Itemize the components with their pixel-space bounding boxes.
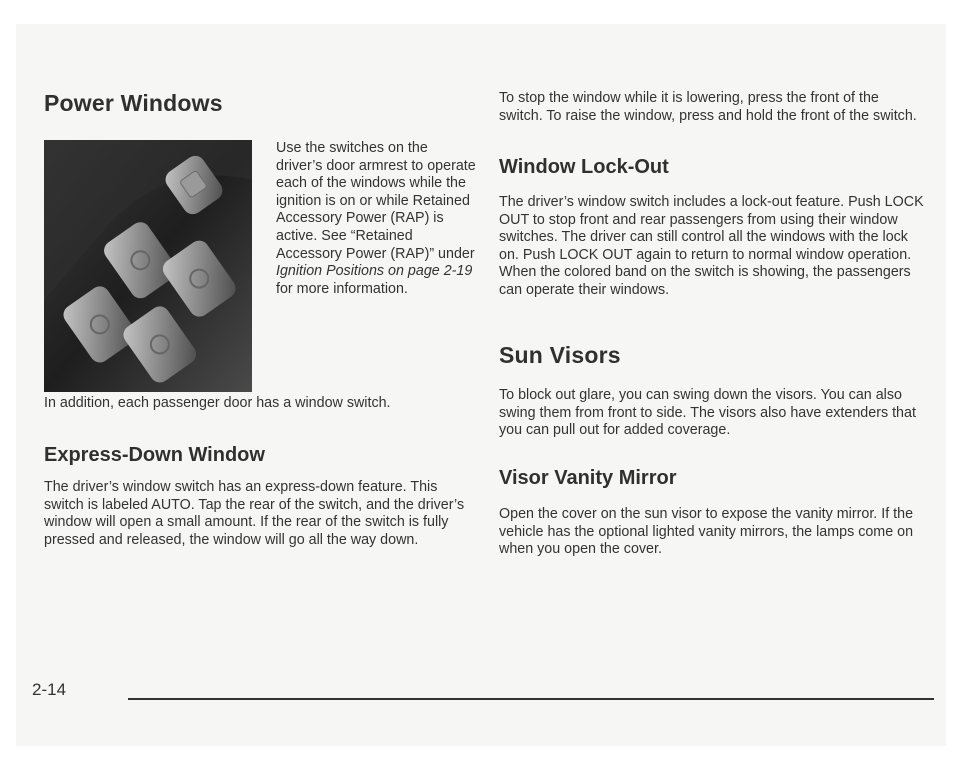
intro-text-after: for more information. [276, 280, 408, 297]
page-number: 2-14 [32, 680, 67, 699]
window-lockout-heading: Window Lock-Out [499, 156, 669, 178]
visor-vanity-body: Open the cover on the sun visor to expose the vanity mirror. If the vehicle has the optional lighted vanity mirrors, the lamps come on when you open the cover. [499, 506, 914, 558]
sun-visors-heading: Sun Visors [499, 342, 621, 368]
window-lockout-body: The driver’s window switch includes a lock-out feature. Push LOCK OUT to stop front and rear passengers from using their window switches. The driver can still control all the windows with the lock on. Push LOCK OUT again to return to normal window operation. When the colored band on the switch is showing, the passengers can operate their windows. [499, 194, 924, 298]
power-windows-heading: Power Windows [44, 90, 223, 116]
sun-visors-body: To block out glare, you can swing down the visors. You can also swing them from front to side. The visors also have extenders that you can pull out for added coverage. [499, 387, 916, 439]
stop-raise-body: To stop the window while it is lowering, press the front of the switch. To raise the window, press and hold the front of the switch. [499, 90, 917, 124]
power-windows-intro [276, 140, 476, 298]
visor-vanity-heading: Visor Vanity Mirror [499, 467, 677, 489]
express-down-body: The driver’s window switch has an express-down feature. This switch is labeled AUTO. Tap the rear of the switch, and the driver’s window will open a small amount. If the rear of the switch is fully pressed and released, the window will go all the way down. [44, 479, 465, 548]
footer-rule [128, 698, 934, 700]
ignition-positions-reference: Ignition Positions on page 2-19 [276, 263, 473, 280]
window-switch-photo [44, 140, 252, 392]
manual-page [16, 24, 946, 746]
intro-text-before: Use the switches on the driver’s door armrest to operate each of the windows while the ignition is on or while Retained Accessory Power (RAP) is active. See “Retained Accessory Power (RAP)” under [276, 140, 476, 262]
passenger-door-note: In addition, each passenger door has a window switch. [44, 395, 391, 411]
express-down-heading: Express-Down Window [44, 444, 265, 466]
window-switch-illustration [44, 140, 252, 392]
